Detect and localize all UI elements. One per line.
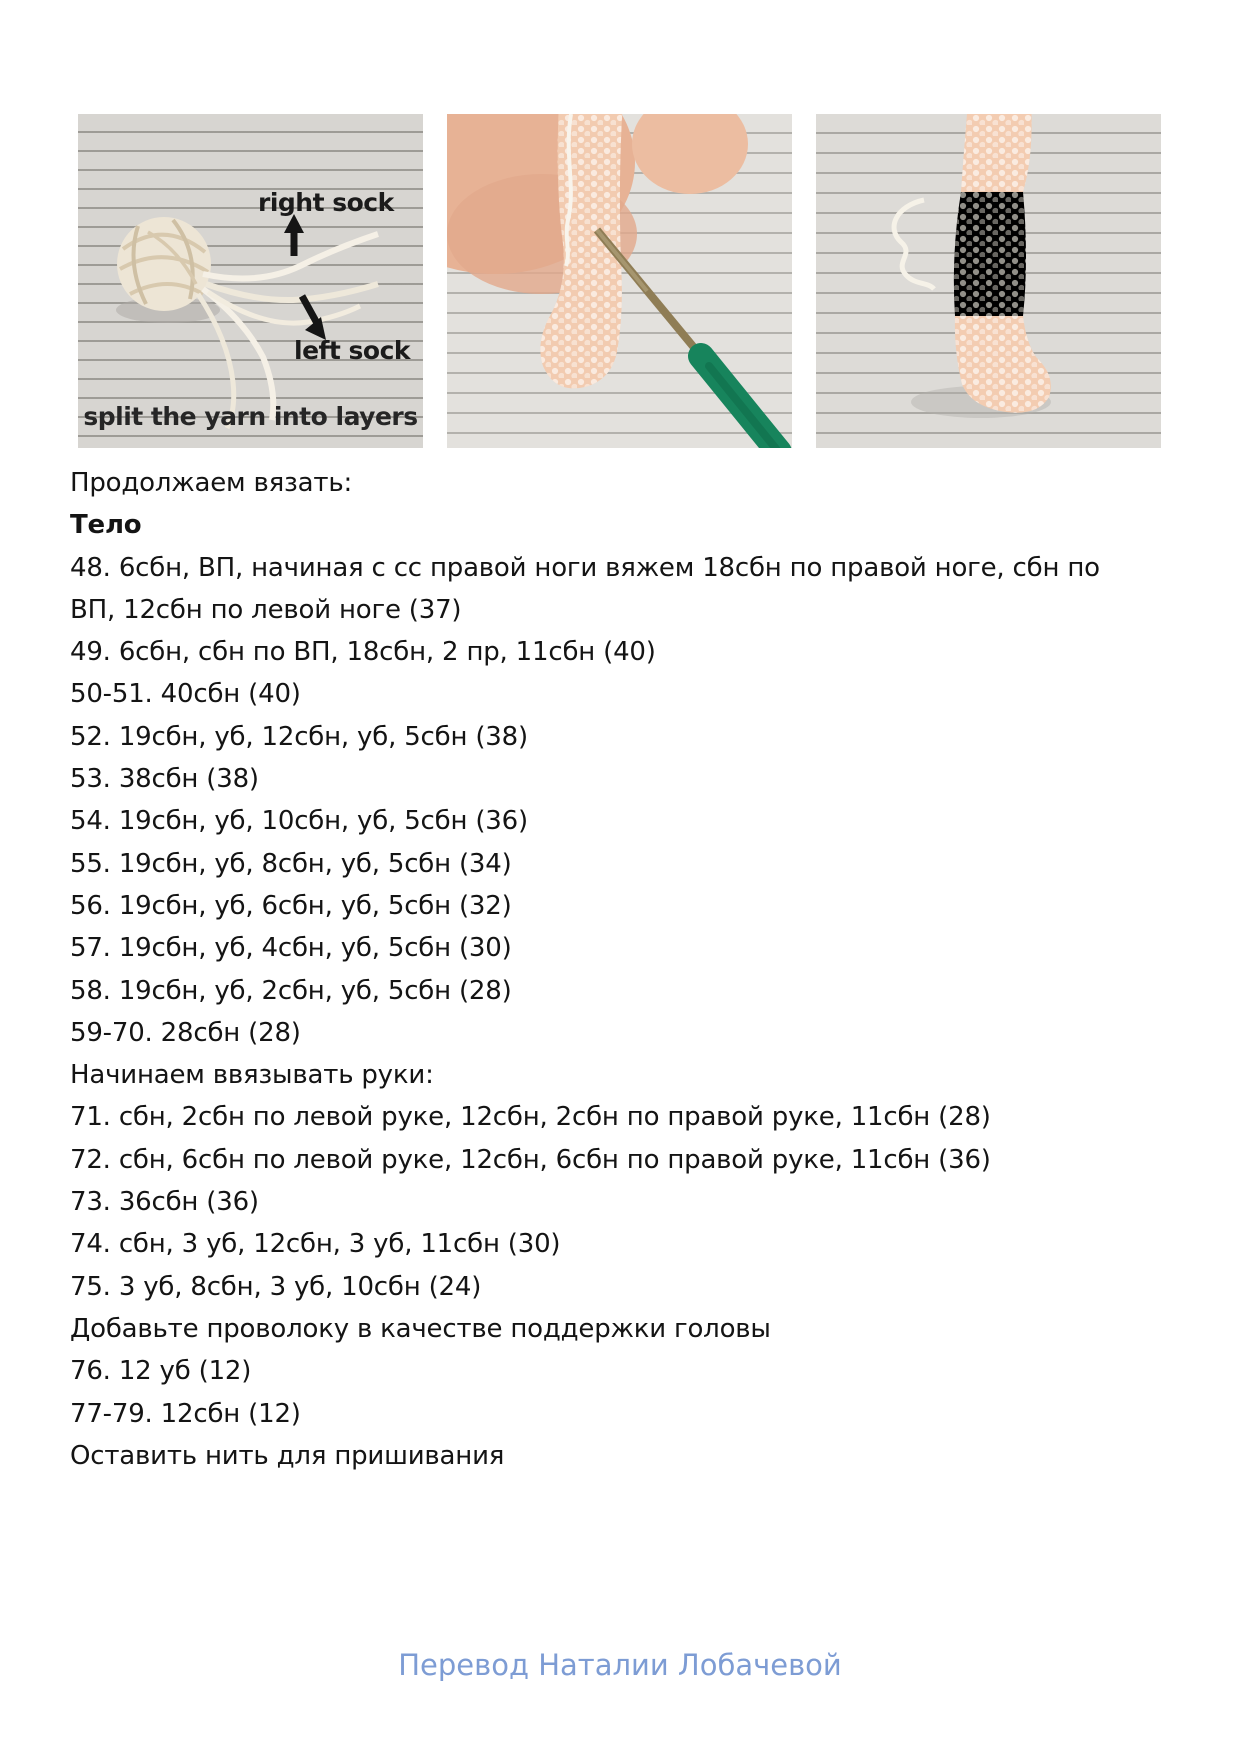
split-yarn-caption: split the yarn into layers	[83, 402, 418, 431]
leg-with-white-sock-photo	[816, 114, 1161, 448]
instruction-line: Начинаем ввязывать руки:	[70, 1060, 434, 1091]
instruction-line: 52. 19сбн, уб, 12сбн, уб, 5сбн (38)	[70, 721, 528, 752]
instruction-line: 71. сбн, 2сбн по левой руке, 12сбн, 2сбн по правой руке, 11сбн (28)	[70, 1102, 991, 1133]
instruction-line: 49. 6сбн, сбн по ВП, 18сбн, 2 пр, 11сбн (40)	[70, 637, 656, 668]
up-arrow-icon	[284, 214, 304, 256]
instruction-line: 58. 19сбн, уб, 2сбн, уб, 5сбн (28)	[70, 975, 512, 1006]
instruction-line: 76. 12 уб (12)	[70, 1356, 252, 1387]
instruction-line: Добавьте проволоку в качестве поддержки головы	[70, 1313, 771, 1344]
instruction-line: 54. 19сбн, уб, 10сбн, уб, 5сбн (36)	[70, 806, 528, 837]
instruction-line: 55. 19сбн, уб, 8сбн, уб, 5сбн (34)	[70, 848, 512, 879]
instruction-line: Тело	[70, 510, 142, 541]
instruction-line: 73. 36сбн (36)	[70, 1187, 259, 1218]
instruction-line: 50-51. 40сбн (40)	[70, 679, 301, 710]
crochet-hook-leg-photo	[447, 114, 792, 448]
instruction-line: 75. 3 уб, 8сбн, 3 уб, 10сбн (24)	[70, 1271, 482, 1302]
instruction-line: 57. 19сбн, уб, 4сбн, уб, 5сбн (30)	[70, 933, 512, 964]
instruction-line: 56. 19сбн, уб, 6сбн, уб, 5сбн (32)	[70, 890, 512, 921]
instruction-line: 53. 38сбн (38)	[70, 764, 259, 795]
yarn-ball-split-photo	[78, 114, 423, 448]
translation-credit: Перевод Наталии Лобачевой	[398, 1648, 842, 1682]
instruction-line: 48. 6сбн, ВП, начиная с сс правой ноги вяжем 18сбн по правой ноге, сбн по	[70, 552, 1100, 583]
right-sock-label: right sock	[258, 188, 394, 217]
instruction-line: 74. сбн, 3 уб, 12сбн, 3 уб, 11сбн (30)	[70, 1229, 561, 1260]
photo-strip	[78, 114, 1161, 448]
instruction-line: 72. сбн, 6сбн по левой руке, 12сбн, 6сбн по правой руке, 11сбн (36)	[70, 1144, 991, 1175]
leg-sock-graphic	[816, 114, 1161, 448]
instruction-line: 59-70. 28сбн (28)	[70, 1017, 301, 1048]
crochet-hook-graphic	[447, 114, 792, 448]
left-sock-label: left sock	[294, 336, 411, 365]
instruction-line: ВП, 12сбн по левой ноге (37)	[70, 594, 462, 625]
instruction-line: 77-79. 12сбн (12)	[70, 1398, 301, 1429]
instruction-line: Оставить нить для пришивания	[70, 1440, 505, 1471]
instruction-lines	[70, 462, 1100, 1477]
yarn-ball-graphic	[78, 114, 423, 448]
instruction-line: Продолжаем вязать:	[70, 468, 353, 498]
